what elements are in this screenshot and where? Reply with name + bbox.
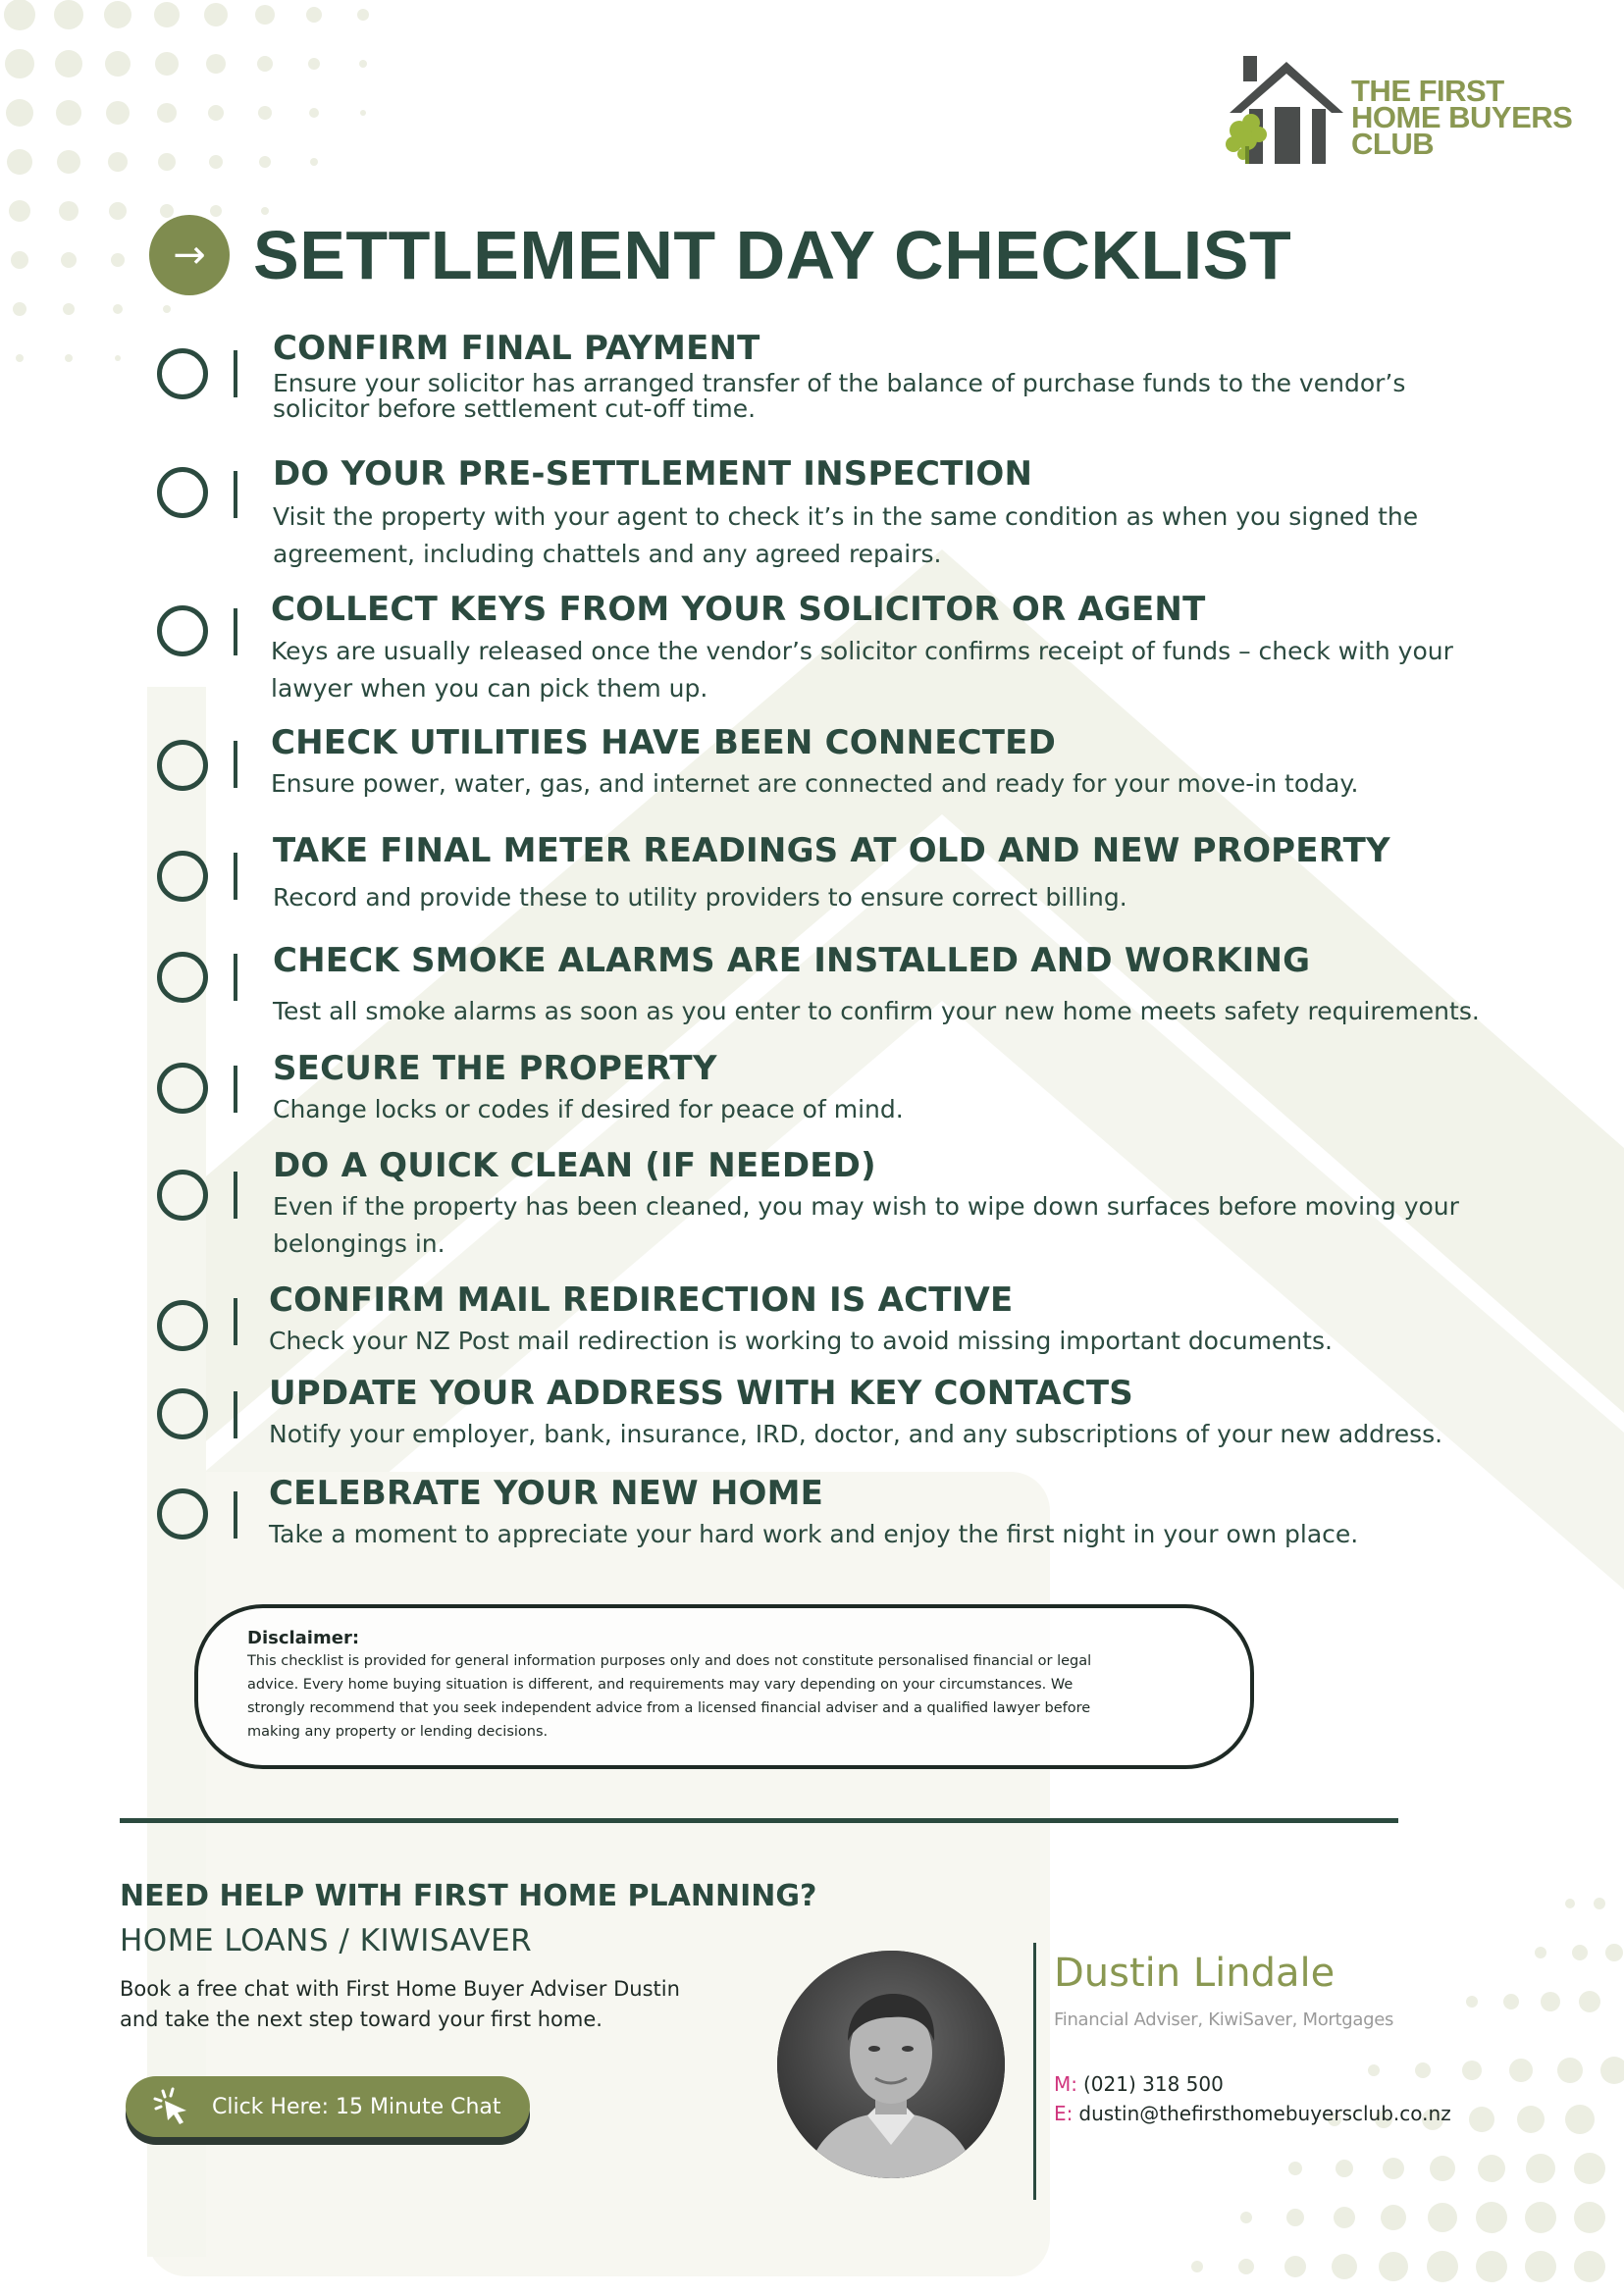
item-desc — [273, 371, 1624, 422]
divider-bar — [234, 471, 237, 518]
house-tree-icon — [1222, 54, 1349, 172]
item-title: DO A QUICK CLEAN (IF NEEDED) — [273, 1146, 876, 1185]
book-chat-label: Click Here: 15 Minute Chat — [212, 2094, 501, 2119]
item-desc-line: Take a moment to appreciate your hard work and enjoy the first night in your own place. — [269, 1520, 1359, 1548]
checkbox[interactable] — [157, 1170, 208, 1221]
divider-bar — [234, 741, 237, 788]
item-desc-line: Keys are usually released once the vendor’s solicitor confirms receipt of funds – check with your — [271, 637, 1453, 665]
item-title: CHECK SMOKE ALARMS ARE INSTALLED AND WORKING — [273, 941, 1311, 980]
item-desc — [271, 765, 1624, 803]
divider-bar — [234, 1491, 237, 1539]
item-desc — [273, 498, 1624, 573]
adviser-name: Dustin Lindale — [1054, 1951, 1336, 1996]
divider-bar — [234, 1172, 237, 1219]
item-desc — [273, 993, 1624, 1030]
item-title: DO YOUR PRE-SETTLEMENT INSPECTION — [273, 454, 1033, 494]
item-title: UPDATE YOUR ADDRESS WITH KEY CONTACTS — [269, 1374, 1133, 1413]
disclaimer-title: Disclaimer: — [247, 1628, 360, 1648]
item-title: COLLECT KEYS FROM YOUR SOLICITOR OR AGENT — [271, 590, 1206, 629]
title-row — [149, 211, 1291, 299]
item-title: CONFIRM MAIL REDIRECTION IS ACTIVE — [269, 1280, 1014, 1320]
item-desc — [273, 1188, 1624, 1263]
item-title: CHECK UTILITIES HAVE BEEN CONNECTED — [271, 723, 1057, 762]
item-title: SECURE THE PROPERTY — [273, 1049, 717, 1088]
disclaimer-line: This checklist is provided for general information purposes only and does not constitute personalised financial or legal — [247, 1653, 1092, 1669]
checkbox[interactable] — [157, 1300, 208, 1351]
checkbox[interactable] — [157, 467, 208, 518]
item-desc-line: Visit the property with your agent to check it’s in the same condition as when you signed the — [273, 502, 1419, 531]
brand-name-line-3: CLUB — [1351, 127, 1435, 161]
cta-body-line: Book a free chat with First Home Buyer Adviser Dustin — [120, 1977, 680, 2001]
checkbox[interactable] — [157, 740, 208, 791]
item-desc-line: Change locks or codes if desired for peace of mind. — [273, 1095, 904, 1123]
vertical-rule — [1033, 1943, 1036, 2200]
checkbox[interactable] — [157, 605, 208, 656]
disclaimer-line: strongly recommend that you seek independent advice from a licensed financial adviser and a qualified lawyer before — [247, 1700, 1091, 1716]
divider-bar — [234, 1298, 237, 1345]
cta-body-line: and take the next step toward your first home. — [120, 2008, 602, 2031]
arrow-right-icon: → — [149, 215, 230, 295]
adviser-role: Financial Adviser, KiwiSaver, Mortgages — [1054, 2009, 1394, 2030]
page-title: SETTLEMENT DAY CHECKLIST — [253, 217, 1292, 293]
adviser-photo — [777, 1951, 1005, 2178]
item-desc — [269, 1323, 1624, 1360]
disclaimer-line: advice. Every home buying situation is different, and requirements may vary depending on your circumstances. We — [247, 1677, 1074, 1693]
section-divider — [120, 1818, 1398, 1823]
item-title: CONFIRM FINAL PAYMENT — [273, 329, 760, 368]
item-desc-line: belongings in. — [273, 1229, 445, 1258]
checkbox[interactable] — [157, 1488, 208, 1539]
checkbox[interactable] — [157, 348, 208, 399]
click-cursor-icon — [153, 2087, 198, 2126]
adviser-email-row — [1054, 2102, 1451, 2125]
divider-bar — [234, 608, 237, 655]
phone-label: M: — [1054, 2072, 1077, 2096]
item-desc-line: agreement, including chattels and any agreed repairs. — [273, 540, 942, 568]
adviser-phone-row — [1054, 2072, 1224, 2096]
brand-logo — [1222, 54, 1575, 172]
disclaimer-line: making any property or lending decisions. — [247, 1724, 549, 1740]
checkbox[interactable] — [157, 952, 208, 1003]
item-desc — [269, 1516, 1624, 1553]
item-desc-line: Record and provide these to utility providers to ensure correct billing. — [273, 883, 1127, 912]
adviser-email[interactable]: dustin@thefirsthomebuyersclub.co.nz — [1078, 2102, 1451, 2125]
disclaimer-body — [247, 1649, 1191, 1744]
email-label: E: — [1054, 2102, 1074, 2125]
checkbox[interactable] — [157, 851, 208, 902]
item-desc-line: lawyer when you can pick them up. — [271, 674, 708, 703]
book-chat-button[interactable] — [126, 2076, 530, 2137]
cta-body — [120, 1974, 748, 2035]
item-desc-line: Ensure power, water, gas, and internet are connected and ready for your move-in today. — [271, 769, 1359, 798]
item-desc-line: solicitor before settlement cut-off time. — [273, 394, 757, 423]
item-desc-line: Check your NZ Post mail redirection is working to avoid missing important documents. — [269, 1327, 1333, 1355]
cta-subheading: HOME LOANS / KIWISAVER — [120, 1923, 533, 1958]
disclaimer-box — [194, 1604, 1254, 1769]
divider-bar — [234, 1391, 237, 1438]
item-desc — [269, 1416, 1624, 1453]
item-desc — [273, 879, 1624, 916]
item-desc-line: Test all smoke alarms as soon as you enter to confirm your new home meets safety requirements. — [273, 997, 1480, 1025]
divider-bar — [234, 954, 237, 1001]
item-title: TAKE FINAL METER READINGS AT OLD AND NEW PROPERTY — [273, 831, 1390, 870]
item-desc — [273, 1091, 1624, 1128]
item-title: CELEBRATE YOUR NEW HOME — [269, 1474, 824, 1513]
divider-bar — [234, 350, 237, 397]
cta-heading: NEED HELP WITH FIRST HOME PLANNING? — [120, 1879, 817, 1913]
checkbox[interactable] — [157, 1063, 208, 1114]
item-desc-line: Ensure your solicitor has arranged transfer of the balance of purchase funds to the vendor’s — [273, 369, 1406, 397]
checkbox[interactable] — [157, 1388, 208, 1439]
divider-bar — [234, 853, 237, 900]
item-desc-line: Notify your employer, bank, insurance, IRD, doctor, and any subscriptions of your new address. — [269, 1420, 1443, 1448]
brand-name-line-2: HOME BUYERS — [1351, 100, 1573, 134]
item-desc-line: Even if the property has been cleaned, you may wish to wipe down surfaces before moving your — [273, 1192, 1459, 1221]
adviser-phone[interactable]: (021) 318 500 — [1083, 2072, 1224, 2096]
brand-name-line-1: THE FIRST — [1351, 74, 1504, 108]
brand-name — [1351, 74, 1573, 161]
item-desc — [271, 633, 1624, 707]
divider-bar — [234, 1066, 237, 1113]
